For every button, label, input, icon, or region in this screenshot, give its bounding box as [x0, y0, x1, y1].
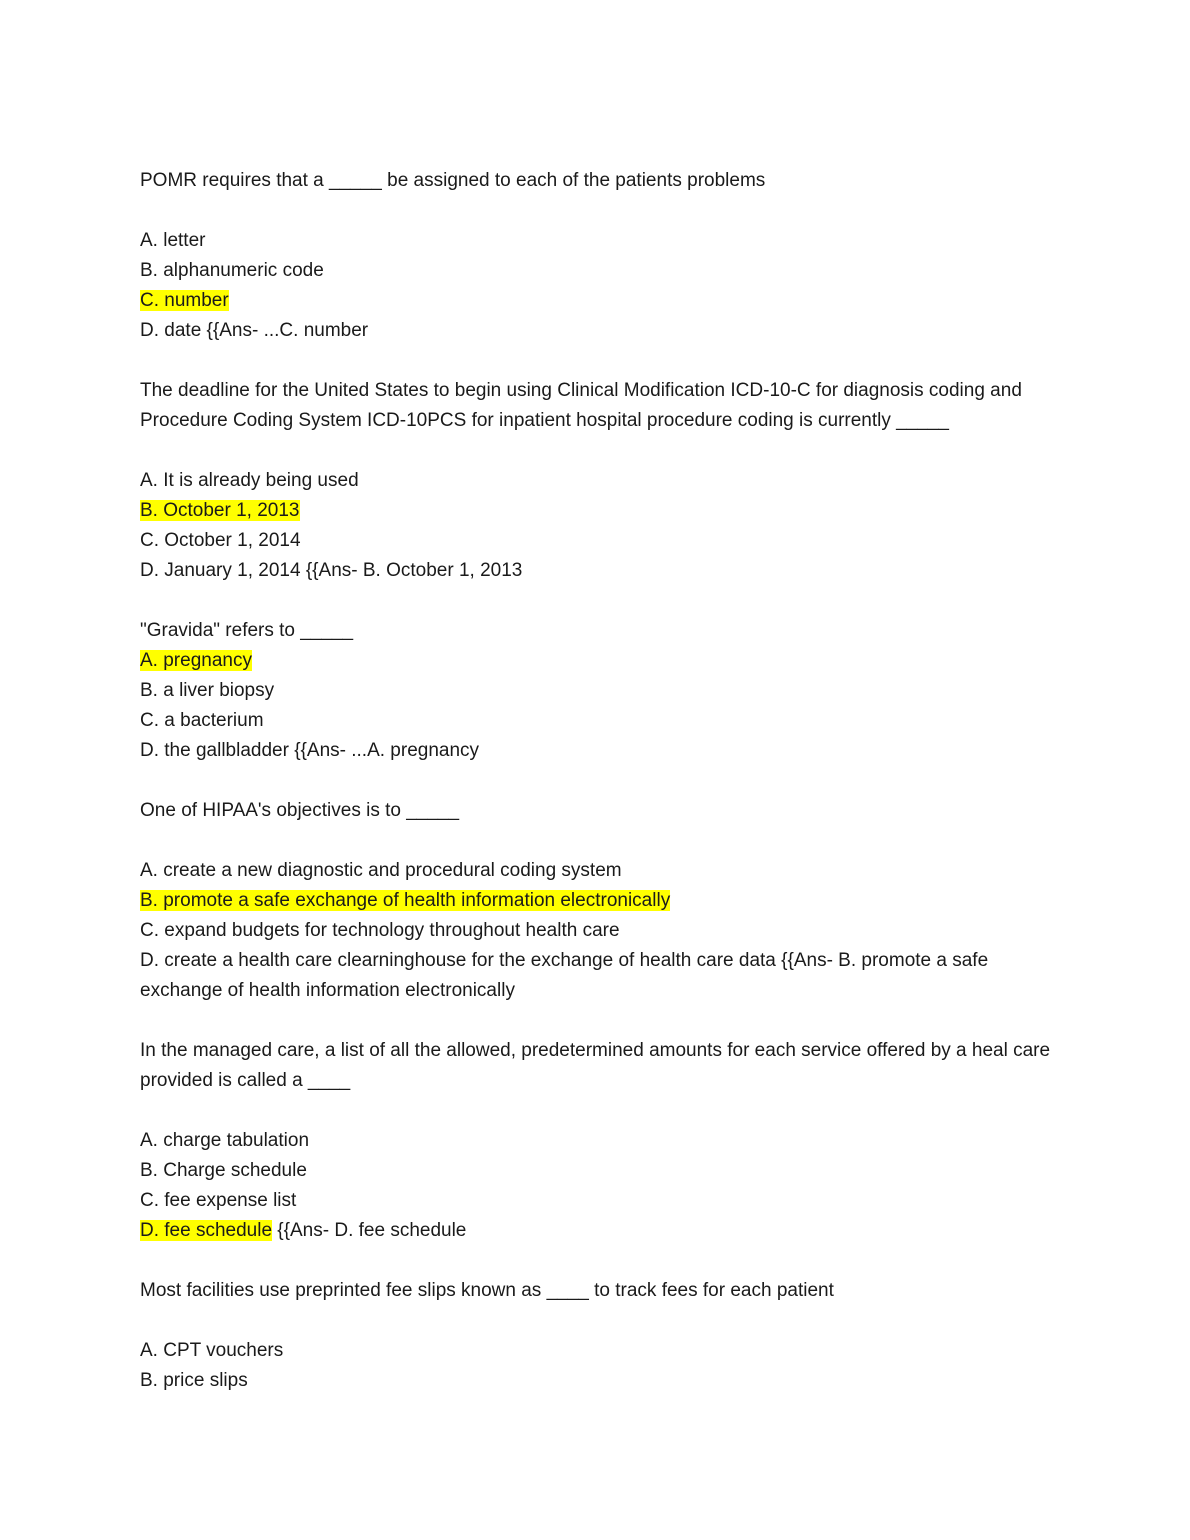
option-text: A. letter [140, 230, 206, 251]
question-6-options [140, 1336, 1060, 1396]
option-text: A. It is already being used [140, 470, 359, 491]
option-text: B. alphanumeric code [140, 260, 324, 281]
question-5-options [140, 1126, 1060, 1246]
option-text: C. fee expense list [140, 1190, 297, 1211]
option-text: D. January 1, 2014 {{Ans- B. October 1, 2013 [140, 560, 523, 581]
document-page [140, 166, 1060, 1426]
option-text: B. a liver biopsy [140, 680, 275, 701]
question-2-options [140, 466, 1060, 586]
option-text: B. price slips [140, 1370, 248, 1391]
highlighted-answer: B. promote a safe exchange of health information electronically [140, 890, 671, 911]
highlighted-answer: C. number [140, 290, 229, 311]
question-2-prompt: The deadline for the United States to begin using Clinical Modification ICD-10-C for diagnosis coding and Procedure Coding System ICD-10PCS for inpatient hospital procedure coding is currently _____ [140, 380, 1022, 431]
option-text: C. a bacterium [140, 710, 264, 731]
question-1-prompt: POMR requires that a _____ be assigned to each of the patients problems [140, 170, 766, 191]
question-5-prompt: In the managed care, a list of all the allowed, predetermined amounts for each service offered by a heal care provided is called a ____ [140, 1040, 1051, 1091]
question-3-block [140, 616, 1060, 766]
highlighted-answer: B. October 1, 2013 [140, 500, 300, 521]
option-text: A. CPT vouchers [140, 1340, 284, 1361]
question-6-prompt: Most facilities use preprinted fee slips known as ____ to track fees for each patient [140, 1280, 834, 1301]
highlighted-answer: A. pregnancy [140, 650, 252, 671]
option-text: A. charge tabulation [140, 1130, 310, 1151]
question-4-prompt: One of HIPAA's objectives is to _____ [140, 800, 460, 821]
answer-suffix: {{Ans- D. fee schedule [272, 1220, 467, 1241]
option-text: D. create a health care clearninghouse for the exchange of health care data {{Ans- B. promote a safe exchange of health information electronically [140, 950, 989, 1001]
option-text: C. October 1, 2014 [140, 530, 301, 551]
option-text: C. expand budgets for technology throughout health care [140, 920, 620, 941]
option-text: A. create a new diagnostic and procedural coding system [140, 860, 622, 881]
option-text: D. date {{Ans- ...C. number [140, 320, 369, 341]
question-1-options [140, 226, 1060, 346]
question-4-options [140, 856, 1060, 1006]
question-3-prompt: "Gravida" refers to _____ [140, 620, 354, 641]
option-text: D. the gallbladder {{Ans- ...A. pregnancy [140, 740, 480, 761]
option-text: B. Charge schedule [140, 1160, 307, 1181]
highlighted-answer: D. fee schedule [140, 1220, 273, 1241]
